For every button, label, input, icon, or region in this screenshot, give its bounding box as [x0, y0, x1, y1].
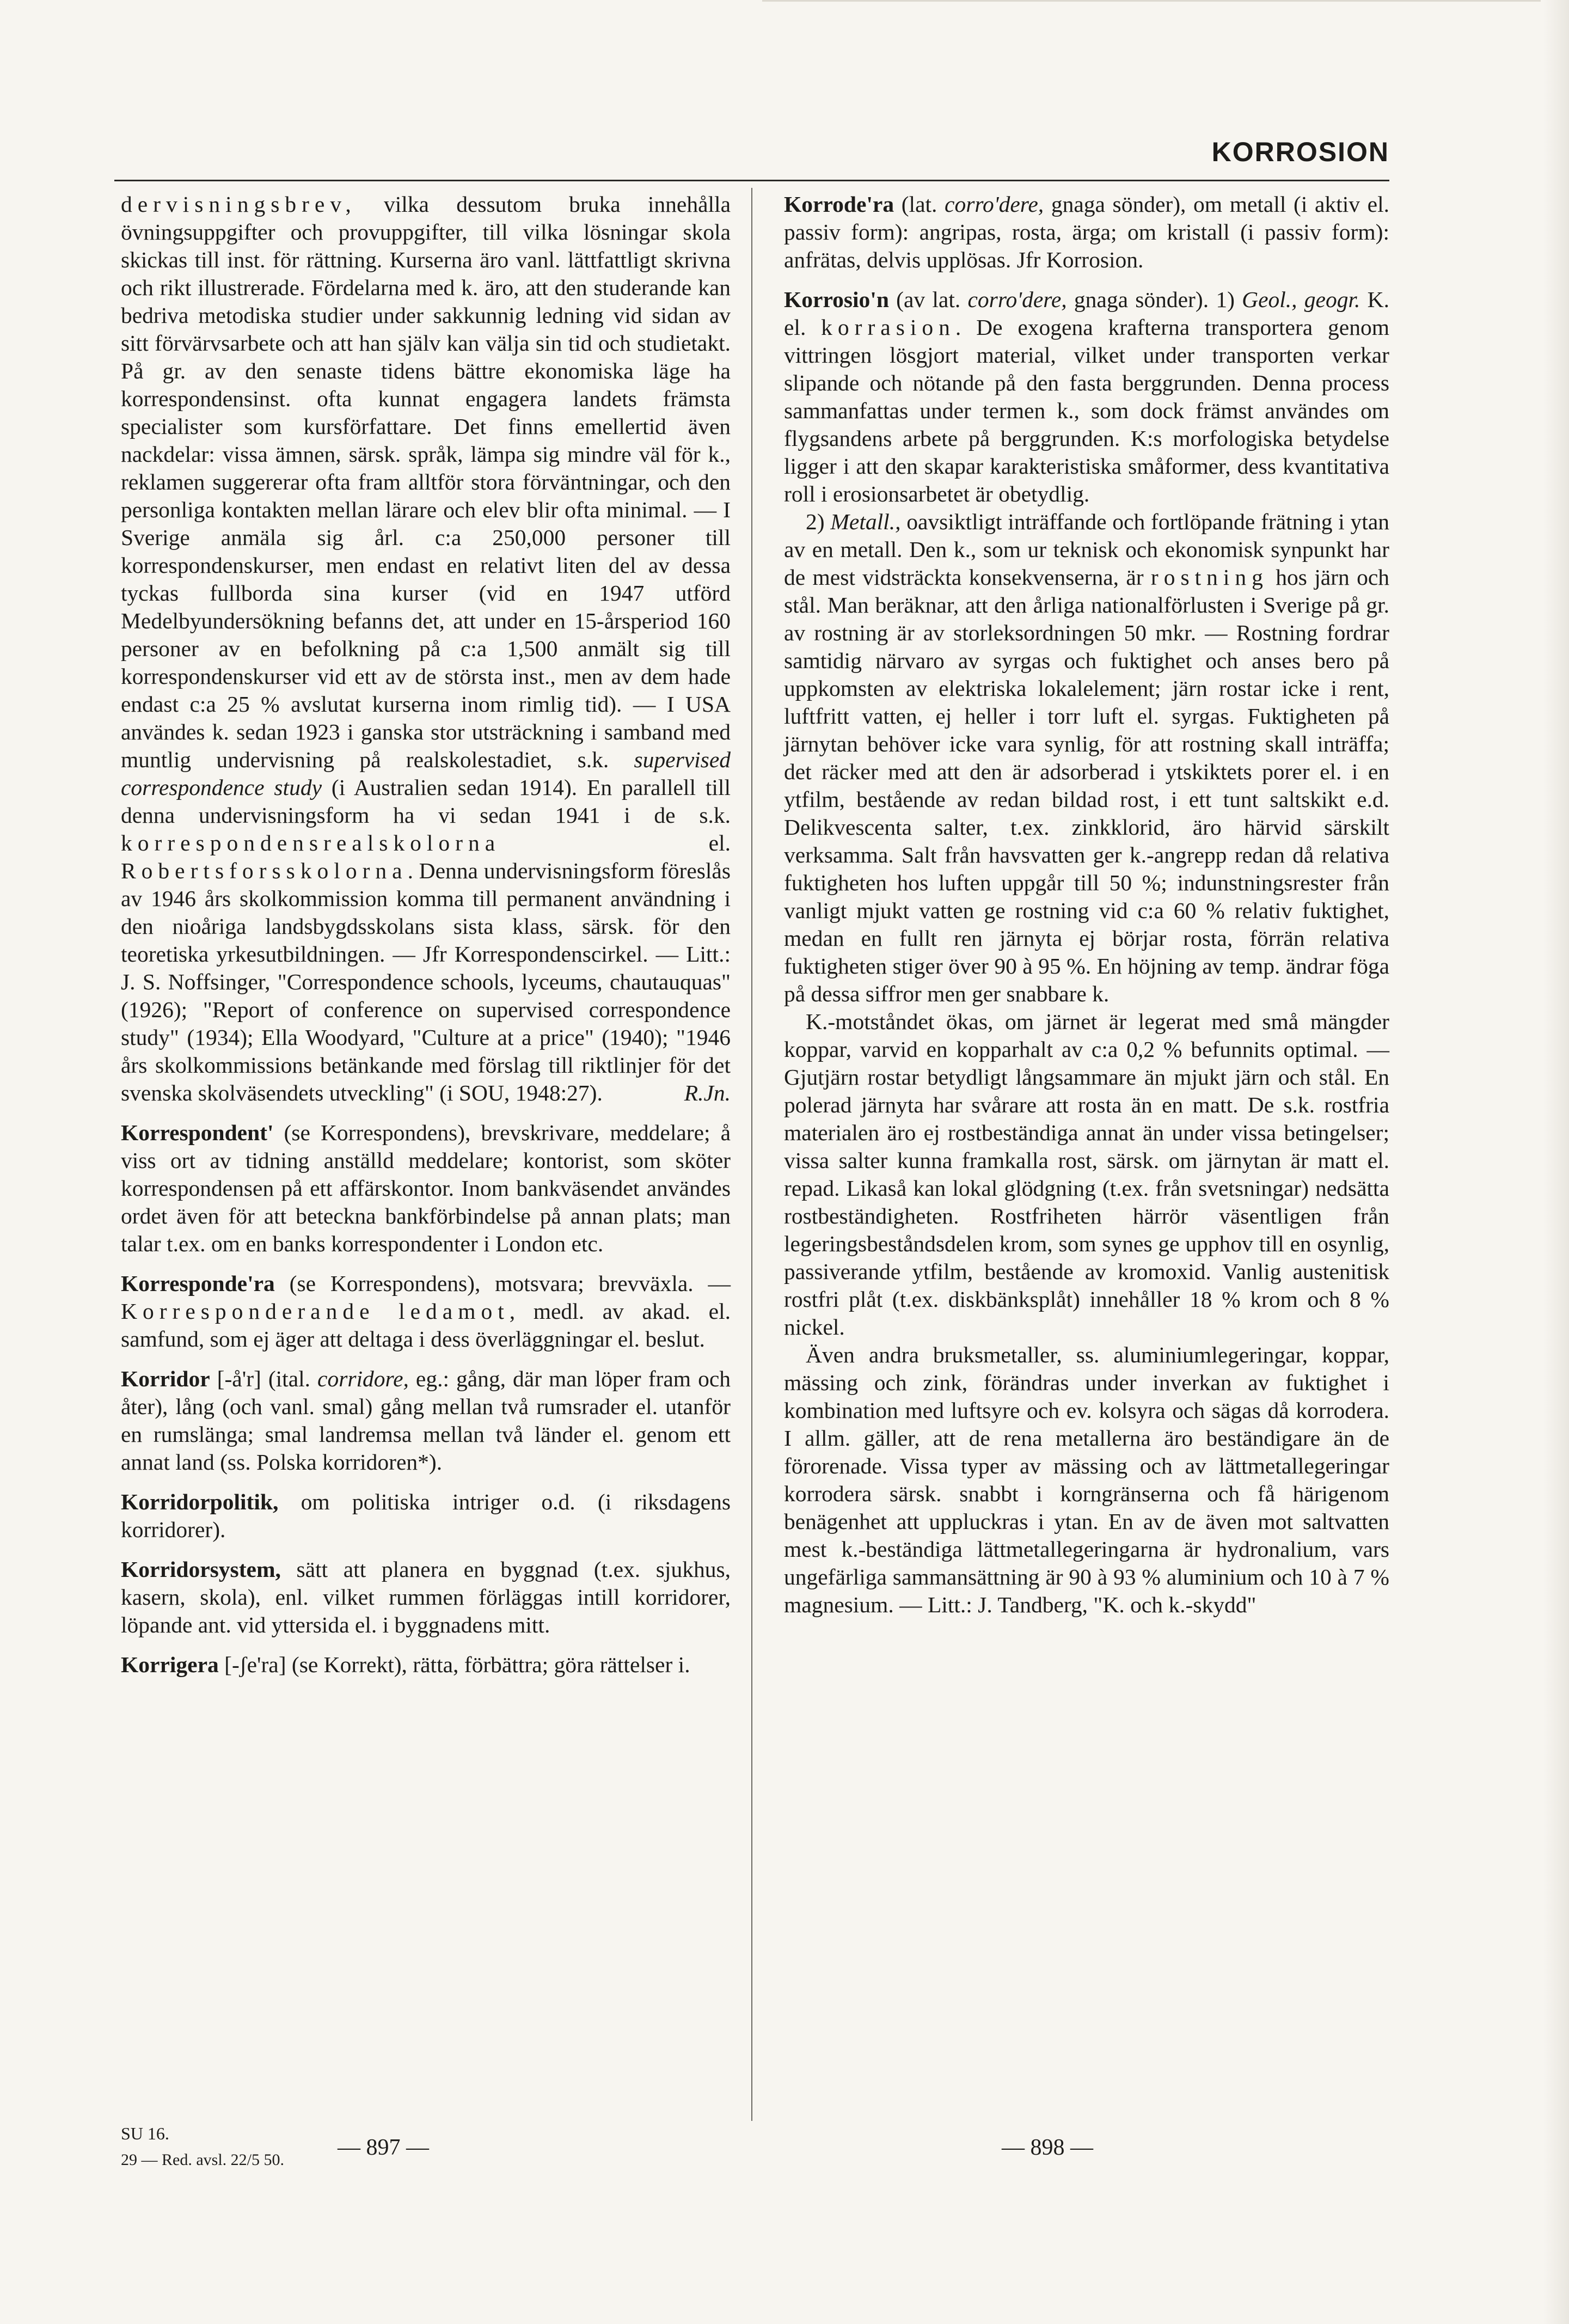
entry-text: gnaga sönder), om metall (i aktiv el. passiv form): angripas, rosta, ärga; om kristall (i passiv form): anfrätas, delvis upplösas. Jfr Korrosion. [784, 192, 1389, 272]
print-note: 29 — Red. avsl. 22/5 50. [121, 2151, 284, 2169]
entry-text: oavsiktligt inträffande och fortlöpande frätning i ytan av en metall. Den k., som ur teknisk och ekonomisk synpunkt har de mest vidsträckta konsekvenserna, är [784, 509, 1389, 590]
spaced-term: rostning [1150, 565, 1268, 590]
entry-text: (se Korrespondens), brevskrivare, meddelare; å viss ort av tidning anställd meddelare; kontorist, som sköter korrespondensen på ett affärskontor. Inom bankväsendet användes ordet även för att beteckna bankförbindelse på annan plats; man talar t.ex. om en banks korrespondenter i London etc. [121, 1120, 731, 1256]
header-rule [114, 180, 1389, 181]
page-edge-shadow [1543, 0, 1569, 2324]
entry-text: . De exogena krafterna transportera genom vittringen lösgjort material, vilket under transporten verkar slipande och nötande på den fasta berggrunden. Denna process sammanfattas under termen k., som dock främst användes om flygsandens arbete på berggrunden. K:s morfologiska betydelse ligger i att den skapar karakteristiska småformer, dess kvantitativa roll i erosionsarbetet är obetydlig. [784, 315, 1390, 506]
left-column [121, 191, 731, 1679]
entry-text: (lat. [894, 192, 945, 217]
entry-text: sätt att planera en byggnad (t.ex. sjukhus, kasern, skola), enl. vilket rummen förläggas intill korridorer, löpande ant. vid yttersida el. i byggnadens mitt. [121, 1557, 731, 1637]
headword: Korridorpolitik, [121, 1489, 279, 1514]
continuation-lead: dervisningsbrev, [121, 192, 357, 217]
entry-korridor [121, 1365, 731, 1476]
spaced-term: Korresponderande ledamot [121, 1299, 510, 1324]
right-column [784, 191, 1389, 1619]
entry-text: , medl. av akad. el. samfund, som ej äger att deltaga i dess överläggningar el. beslut. [121, 1299, 731, 1351]
entry-text: (se Korrespondens), motsvara; brevväxla. — [274, 1271, 731, 1296]
entry-korrespondera [121, 1270, 731, 1353]
italic-domain: Geol., geogr. [1242, 287, 1360, 312]
page-number-right: — 898 — [1002, 2135, 1093, 2160]
continuation-text: vilka dessutom bruka innehålla övningsuppgifter och provuppgifter, till vilka lösningar skola skickas till inst. för rättning. Kurserna äro vanl. lättfattligt skrivna och rikt illustrerade. Fördelarna med k. äro, att den studerande kan bedriva metodiska studier under sakkunnig ledning vid sidan av sitt förvärvsarbete och att han själv kan välja sin tid och studietakt. På gr. av den senaste tidens bättre ekonomiska läge ha korrespondensinst. ofta kunnat engagera landets främsta specialister som kursförfattare. Det finns emellertid även nackdelar: vissa ämnen, särsk. språk, lämpa sig mindre väl för k., reklamen suggererar ofta fram alltför stora förväntningar, och den personliga kontakten mellan lärare och elev blir ofta minimal. — I Sverige anmäla sig årl. c:a 250,000 personer till korrespondenskurser, men endast en relativt liten del av dessa tyckas fullborda sina kurser (vid en 1947 utförd Medelbyundersökning befanns det, att under en 15-årsperiod 160 personer av en befolkning på c:a 1,500 anmält sig till korrespondenskurser vid ett av de största inst., men av dem hade endast c:a 25 % avslutat kurserna inom rimlig tid). — I USA användes k. sedan 1923 i ganska stor utsträckning i samband med muntlig undervisning på realskolestadiet, s.k. [121, 192, 731, 772]
spaced-term-2: Robertsforsskolorna [121, 858, 408, 883]
italic-term: corro'dere, [945, 192, 1044, 217]
italic-term: corridore, [317, 1366, 409, 1391]
signature-mark: SU 16. [121, 2124, 169, 2143]
headword: Korrosio'n [784, 287, 889, 312]
entry-text: (av lat. [888, 287, 968, 312]
spaced-term: korrasion [821, 315, 955, 340]
paragraph-motstand: K.-motståndet ökas, om järnet är legerat med små mängder koppar, varvid en kopparhalt av c:a 0,2 % befunnits optimal. — Gjutjärn rostar betydligt långsammare än mjukt järn och stål. En polerad järnyta har svårare att rosta än en matt. De s.k. rostfria materialen äro ej rostbeständiga annat än under vissa betingelser; vissa salter kunna framkalla rost, särsk. om järnytan är matt el. repad. Likaså kan lokal glödgning (t.ex. från svetsningar) nedsätta rostbeständigheten. Rostfriheten härrör väsentligen från legeringsbeståndsdelen krom, som synes ge upphov till en osynlig, passiverande ytfilm, bestående av kromoxid. Vanlig austenitisk rostfri plåt (t.ex. diskbänksplåt) innehåller 18 % krom och 8 % nickel. [784, 1009, 1389, 1340]
continuation-text-3: . Denna undervisningsform föreslås av 1946 års skolkommission komma till permanent användning i den nioåriga landsbygdsskolans sista klass, särsk. för den teoretiska yrkesutbildningen. — Jfr Korrespondenscirkel. — Litt.: J. S. Noffsinger, "Correspondence schools, lyceums, chautauquas" (1926); "Report of conference on supervised correspondence study" (1934); Ella Woodyard, "Culture at a price" (1940); "1946 års skolkommissions betänkande med förslag till riktlinjer för det svenska skolväsendets utveckling" (i SOU, 1948:27). [121, 858, 731, 1105]
entry-korrigera [121, 1651, 731, 1679]
italic-term: corro'dere, [967, 287, 1067, 312]
entry-korrosion [784, 286, 1389, 508]
paragraph-aven: Även andra bruksmetaller, ss. aluminiumlegeringar, koppar, mässing och zink, förändras under inverkan av fuktighet i kombination med luftsyre och ev. kolsyra och sägas då korrodera. I allm. gäller, att de rena metallerna äro beständigare än de förorenade. Vissa typer av mässing och av lättmetallegeringar korrodera särsk. snabbt i korngränserna och få härigenom benägenhet att uppluckras i ytan. En av de även mot saltvatten mest k.-beständiga lättmetallegeringarna är hydronalium, vars ungefärliga sammansättning är 90 à 93 % aluminium och 10 à 7 % magnesium. — Litt.: J. Tandberg, "K. och k.-skydd" [784, 1342, 1389, 1617]
headword: Korresponde'ra [121, 1271, 275, 1296]
spaced-term-1: korrespondensrealskolorna [121, 830, 501, 855]
conjunction: el. [708, 830, 731, 855]
headword: Korrode'ra [784, 192, 894, 217]
headword: Korridorsystem, [121, 1557, 281, 1582]
entry-korrespondent [121, 1119, 731, 1258]
subentry-metall [784, 508, 1389, 1008]
continuation-paragraph [121, 191, 731, 1107]
page-number-left: — 897 — [338, 2135, 429, 2160]
entry-korrodera [784, 191, 1389, 274]
column-divider [751, 188, 752, 2121]
running-head: KORROSION [1211, 137, 1389, 167]
italic-domain: Metall., [830, 509, 901, 534]
entry-korridorsystem [121, 1556, 731, 1639]
entry-text: om politiska intriger o.d. (i riksdagens korridorer). [121, 1489, 731, 1542]
sense-number: 2) [806, 509, 831, 534]
entry-korridorpolitik [121, 1488, 731, 1544]
italic-term: supervised correspondence study [121, 747, 731, 800]
continuation-text-2: (i Australien sedan 1914). En parallell till denna undervisningsform ha vi sedan 1941 i de s.k. [121, 775, 731, 828]
headword: Korrespondent' [121, 1120, 274, 1145]
entry-text: hos järn och stål. Man beräknar, att den årliga nationalförlusten i Sverige på gr. av rostning är av storleksordningen 50 mkr. — Rostning fordrar samtidig närvaro av syrgas och fuktighet och anses bero på uppkomsten av elektriska lokalelement; järn rostar icke i rent, luftfritt vatten, ej heller i torr luft el. syrgas. Fuktigheten på järnytan behöver icke vara synlig, för att rostning skall inträffa; det räcker med att den är adsorberad i ytskiktets porer el. i en ytfilm, bestående av redan bildad rost, i ett tunt saltskikt e.d. Delikvescenta salter, t.ex. zinkklorid, äro härvid särskilt verksamma. Salt från havsvatten ger k.-angrepp redan då relativa fuktigheten hos luften uppgår till 50 %; indunstningsrester från vanligt mjukt vatten ge rostning vid c:a 60 % relativ fuktighet, medan en fullt ren järnyta ej börjar rosta, förrän relativa fuktigheten stiger över 90 à 95 %. En höjning av temp. ändrar föga på dessa siffror men ger snabbare k. [784, 565, 1389, 1006]
entry-text: eg.: gång, där man löper fram och åter), lång (och vanl. smal) gång mellan två rumsrader el. utanför en rumslänga; smal landremsa mellan två länder el. genom ett annat land (ss. Polska korridoren*). [121, 1366, 731, 1475]
top-edge-rule [762, 0, 1541, 2]
entry-text: [-å'r] (ital. [210, 1366, 318, 1391]
author-signature: R.Jn. [684, 1080, 731, 1105]
headword: Korridor [121, 1366, 210, 1391]
entry-text: gnaga sönder). 1) [1067, 287, 1242, 312]
headword: Korrigera [121, 1652, 219, 1677]
entry-text: K. el. [784, 287, 1389, 340]
entry-text: [-ʃe'ra] (se Korrekt), rätta, förbättra; göra rättelser i. [218, 1652, 690, 1677]
